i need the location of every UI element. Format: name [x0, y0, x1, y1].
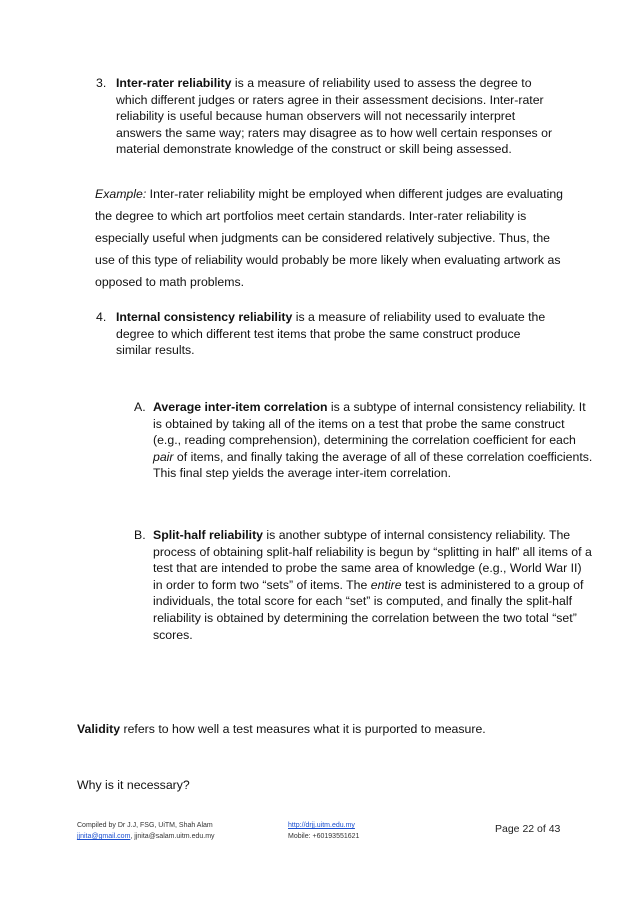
validity-term: Validity — [77, 722, 121, 736]
footer-emails — [77, 831, 215, 842]
page-number: Page 22 of 43 — [495, 823, 561, 835]
question-text: Why is it necessary? — [77, 778, 190, 792]
item-a-term: Average inter-item correlation — [153, 400, 328, 414]
footer-left — [77, 820, 215, 842]
item-3-text: is a measure of reliability used to assess the degree to which different judges or raters agree in their assessment decisions. Inter-rater reliability is useful because human observers will not necessarily interpret answers the same way; raters may disagree as to how well certain responses or material demonstrate knowledge of the construct or skill being assessed. — [116, 76, 553, 157]
item-a-paragraph — [153, 399, 594, 482]
item-4-number: 4. — [96, 310, 107, 324]
validity-paragraph — [77, 721, 577, 738]
item-b-emphasis: entire — [370, 577, 402, 592]
item-4-term: Internal consistency reliability — [116, 310, 293, 324]
footer-url-link[interactable]: http://drjj.uitm.edu.my — [288, 822, 355, 829]
item-a-letter: A. — [134, 400, 146, 414]
footer-middle — [288, 820, 359, 842]
item-b-text-1: is another subtype of internal consistency reliability. The process of obtaining split-half reliability is begun by “splitting in half” all items of a test that are intended to probe the same area of knowledge (e.g., World War II) in order to form two “sets” of items. The — [153, 528, 592, 592]
item-a-emphasis: pair — [153, 449, 174, 464]
item-b-letter: B. — [134, 528, 146, 542]
item-3-number: 3. — [96, 76, 107, 90]
footer-mobile: Mobile: +60193551621 — [288, 833, 360, 840]
item-4-text: is a measure of reliability used to evaluate the degree to which different test items that probe the same construct produce similar results. — [116, 310, 546, 358]
footer-email-2: jjnita@salam.uitm.edu.my — [134, 833, 215, 840]
footer-email-1[interactable]: jjnita@gmail.com — [77, 833, 131, 840]
example-text: Inter-rater reliability might be employed when different judges are evaluating the degree to which art portfolios meet certain standards. Inter-rater reliability is especially useful when judgments can be considered relatively subjective. Thus, the use of this type of reliability would probably be more likely when evaluating artwork as opposed to math problems. — [95, 187, 563, 289]
validity-text: refers to how well a test measures what it is purported to measure. — [120, 722, 486, 736]
footer-email-separator: , — [130, 833, 135, 840]
item-b-text-2: test is administered to a group of individuals, the total score for each “set” is computed, and finally the split-half reliability is obtained by determining the correlation between the two total “set” scores. — [153, 577, 584, 642]
item-a-text-1: is a subtype of internal consistency reliability. It is obtained by taking all of the items on a test that probe the same construct (e.g., reading comprehension), determining the correlation coefficient for each — [153, 400, 586, 448]
item-4-paragraph — [116, 309, 556, 359]
example-label: Example: — [95, 187, 147, 201]
item-b-term: Split-half reliability — [153, 528, 264, 542]
item-3-term: Inter-rater reliability — [116, 76, 232, 90]
example-paragraph — [95, 183, 571, 293]
item-a-text-2: of items, and finally taking the average of all of these correlation coefficients. This final step yields the average inter-item correlation. — [153, 449, 593, 481]
item-3-paragraph — [116, 75, 562, 158]
footer-compiled: Compiled by Dr J.J, FSG, UiTM, Shah Alam — [77, 822, 213, 829]
item-b-paragraph — [153, 527, 594, 643]
